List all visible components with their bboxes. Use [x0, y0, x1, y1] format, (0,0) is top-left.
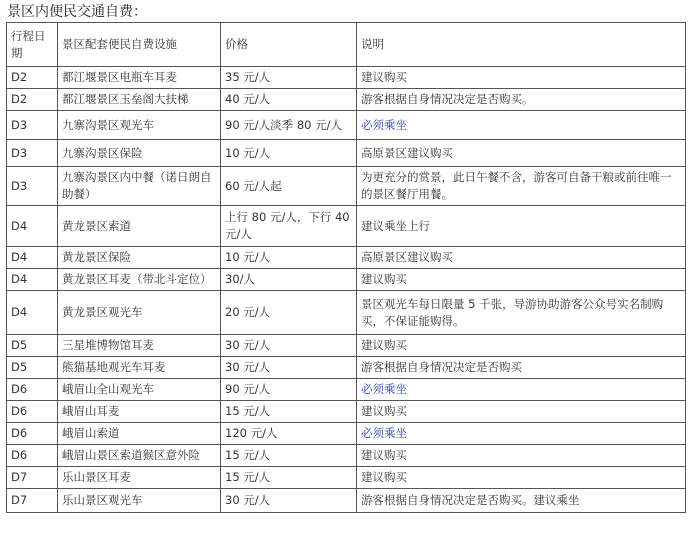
table-row	[7, 167, 686, 206]
note-cell: 景区观光车每日限量 5 千张，导游协助游客公众号实名制购买，不保证能购得。	[357, 291, 686, 335]
day-cell: D2	[7, 67, 58, 89]
note-cell: 建议购买	[357, 467, 686, 489]
price-cell: 20 元/人	[221, 291, 357, 335]
item-cell: 九寨沟景区保险	[58, 140, 221, 167]
price-cell: 10 元/人	[221, 247, 357, 269]
day-cell: D3	[7, 111, 58, 140]
note-cell: 游客根据自身情况决定是否购买	[357, 357, 686, 379]
table-row	[7, 423, 686, 445]
item-cell: 黄龙景区索道	[58, 206, 221, 247]
table-row	[7, 401, 686, 423]
table-row	[7, 489, 686, 513]
day-cell: D4	[7, 247, 58, 269]
table-row	[7, 445, 686, 467]
note-cell: 必须乘坐	[357, 423, 686, 445]
price-cell: 30 元/人	[221, 489, 357, 513]
day-cell: D3	[7, 167, 58, 206]
item-cell: 都江堰景区电瓶车耳麦	[58, 67, 221, 89]
note-cell: 建议购买	[357, 269, 686, 291]
note-cell: 建议购买	[357, 445, 686, 467]
header-item: 景区配套便民自费设施	[58, 23, 221, 67]
item-cell: 峨眉山景区索道猴区意外险	[58, 445, 221, 467]
day-cell: D3	[7, 140, 58, 167]
item-cell: 黄龙景区观光车	[58, 291, 221, 335]
table-row	[7, 206, 686, 247]
day-cell: D7	[7, 467, 58, 489]
table-row	[7, 67, 686, 89]
table-row	[7, 335, 686, 357]
table-row	[7, 379, 686, 401]
price-cell: 90 元/人	[221, 379, 357, 401]
day-cell: D6	[7, 401, 58, 423]
price-cell: 120 元/人	[221, 423, 357, 445]
table-row	[7, 467, 686, 489]
note-cell: 建议乘坐上行	[357, 206, 686, 247]
table-header-row	[7, 23, 686, 67]
price-cell: 上行 80 元/人，下行 40 元/人	[221, 206, 357, 247]
day-cell: D6	[7, 379, 58, 401]
note-cell: 必须乘坐	[357, 111, 686, 140]
note-cell: 游客根据自身情况决定是否购买。	[357, 89, 686, 111]
day-cell: D6	[7, 445, 58, 467]
price-cell: 15 元/人	[221, 445, 357, 467]
day-cell: D4	[7, 269, 58, 291]
item-cell: 黄龙景区保险	[58, 247, 221, 269]
item-cell: 九寨沟景区内中餐（诺日朗自助餐）	[58, 167, 221, 206]
day-cell: D2	[7, 89, 58, 111]
item-cell: 九寨沟景区观光车	[58, 111, 221, 140]
item-cell: 都江堰景区玉垒阁大扶梯	[58, 89, 221, 111]
note-cell: 建议购买	[357, 67, 686, 89]
price-cell: 10 元/人	[221, 140, 357, 167]
note-cell: 必须乘坐	[357, 379, 686, 401]
note-cell: 高原景区建议购买	[357, 140, 686, 167]
price-cell: 30 元/人	[221, 357, 357, 379]
table-row	[7, 291, 686, 335]
item-cell: 黄龙景区耳麦（带北斗定位）	[58, 269, 221, 291]
day-cell: D5	[7, 357, 58, 379]
note-cell: 游客根据自身情况决定是否购买。建议乘坐	[357, 489, 686, 513]
day-cell: D4	[7, 291, 58, 335]
note-cell: 建议购买	[357, 401, 686, 423]
table-row	[7, 89, 686, 111]
table-row	[7, 269, 686, 291]
day-cell: D4	[7, 206, 58, 247]
day-cell: D5	[7, 335, 58, 357]
table-row	[7, 111, 686, 140]
price-cell: 40 元/人	[221, 89, 357, 111]
item-cell: 峨眉山索道	[58, 423, 221, 445]
note-cell: 为更充分的赏景，此日午餐不含，游客可自备干粮或前往唯一的景区餐厅用餐。	[357, 167, 686, 206]
header-day: 行程日期	[7, 23, 58, 67]
item-cell: 熊猫基地观光车耳麦	[58, 357, 221, 379]
day-cell: D7	[7, 489, 58, 513]
price-cell: 60 元/人起	[221, 167, 357, 206]
item-cell: 峨眉山全山观光车	[58, 379, 221, 401]
price-cell: 30 元/人	[221, 335, 357, 357]
price-cell: 15 元/人	[221, 401, 357, 423]
page-title: 景区内便民交通自费：	[7, 4, 147, 20]
table-row	[7, 140, 686, 167]
price-cell: 35 元/人	[221, 67, 357, 89]
item-cell: 乐山景区耳麦	[58, 467, 221, 489]
header-note: 说明	[357, 23, 686, 67]
table-row	[7, 247, 686, 269]
fee-table	[6, 22, 686, 513]
note-cell: 建议购买	[357, 335, 686, 357]
item-cell: 乐山景区观光车	[58, 489, 221, 513]
table-row	[7, 357, 686, 379]
item-cell: 峨眉山耳麦	[58, 401, 221, 423]
header-price: 价格	[221, 23, 357, 67]
day-cell: D6	[7, 423, 58, 445]
note-cell: 高原景区建议购买	[357, 247, 686, 269]
price-cell: 90 元/人淡季 80 元/人	[221, 111, 357, 140]
item-cell: 三星堆博物馆耳麦	[58, 335, 221, 357]
price-cell: 15 元/人	[221, 467, 357, 489]
price-cell: 30/人	[221, 269, 357, 291]
table-body	[7, 67, 686, 513]
